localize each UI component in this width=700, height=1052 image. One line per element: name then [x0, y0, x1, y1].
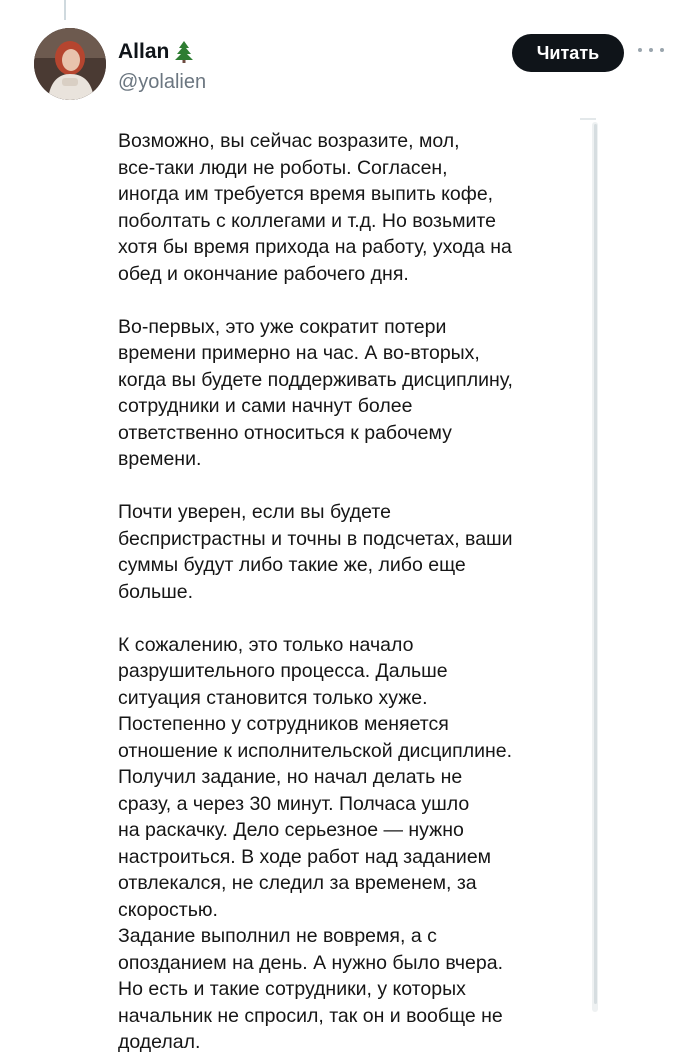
avatar[interactable] [34, 28, 106, 100]
more-dot [649, 48, 653, 52]
christmas-tree-icon [173, 40, 195, 64]
more-dot [660, 48, 664, 52]
avatar-image [34, 28, 106, 100]
read-button[interactable]: Читать [512, 34, 624, 72]
post-paragraph: Возможно, вы сейчас возразите, мол, все-таки люди не роботы. Согласен, иногда им требуется время выпить кофе, поболтать с коллегами и т.д. Но возьмите хотя бы время прихода на работу, ухода на обед и окончание рабочего дня. [118, 130, 512, 285]
author-name[interactable] [118, 40, 195, 64]
thread-connector-line [64, 0, 66, 20]
scrollbar-thumb[interactable] [594, 124, 597, 1004]
post-paragraph: Почти уверен, если вы будете беспристрастны и точны в подсчетах, ваши суммы будут либо такие же, либо еще больше. [118, 501, 513, 603]
more-dot [638, 48, 642, 52]
more-horizontal-icon[interactable] [638, 40, 664, 60]
post-paragraph: К сожалению, это только начало разрушительного процесса. Дальше ситуация становится только хуже. Постепенно у сотрудников меняется отношение к исполнительской дисциплине. Получил задание, но начал делать не сразу, а через 30 минут. Полчаса ушло на раскачку. Дело серьезное — нужно настроиться. В ходе работ над заданием отвлекался, не следил за временем, за скоростью. Задание выполнил не вовремя, а с опозданием на день. А нужно было вчера. Но есть и такие сотрудники, у которых начальник не спросил, так он и вообще не доделал. [118, 633, 513, 1052]
post-paragraph: Во-первых, это уже сократит потери времени примерно на час. А во-вторых, когда вы будете поддерживать дисциплину, сотрудники и сами начнут более ответственно относиться к рабочему времени. [118, 315, 513, 470]
author-handle[interactable]: @yolalien [118, 71, 207, 93]
post-text [118, 128, 578, 1052]
text-panel-edge [580, 118, 596, 120]
author-name-text: Allan [118, 40, 170, 63]
